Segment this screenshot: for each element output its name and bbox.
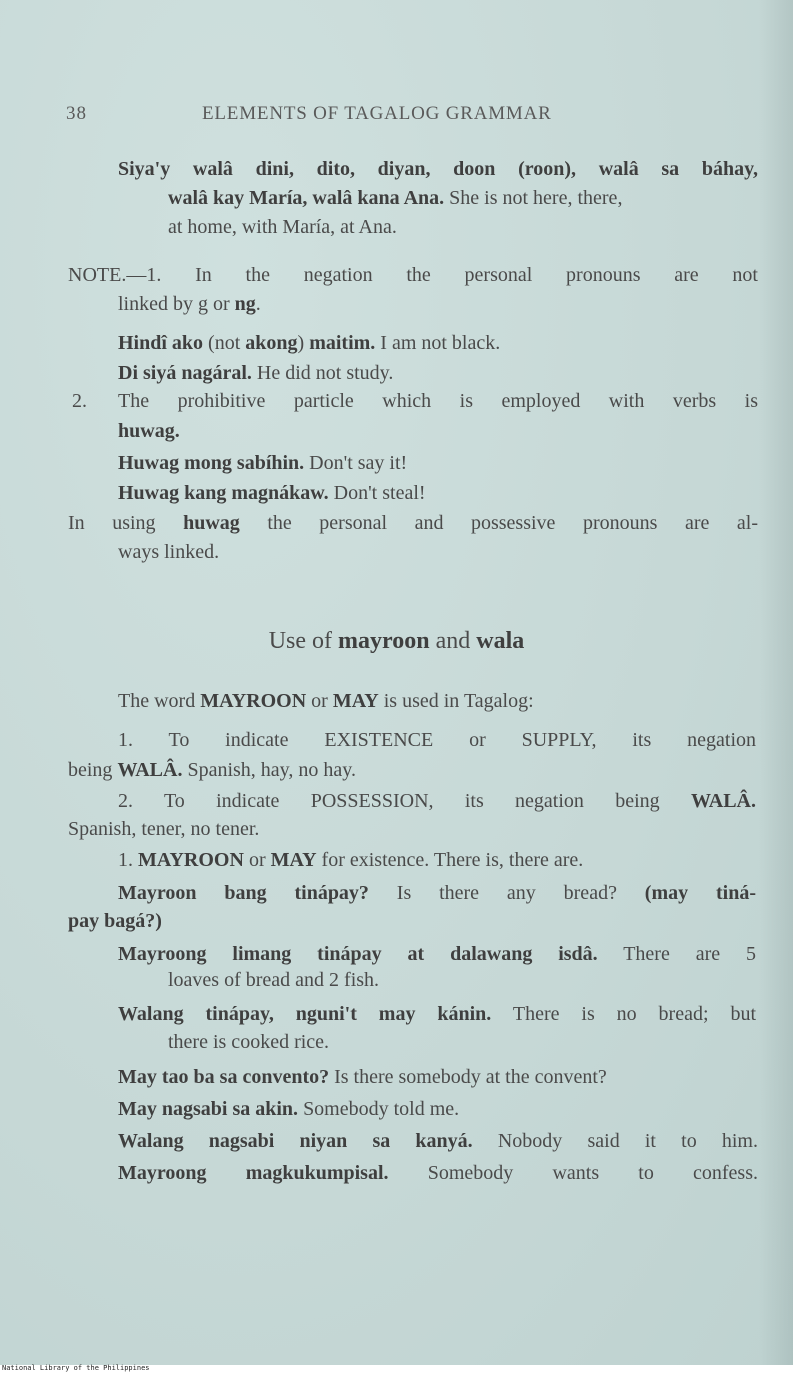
page-number: 38 [66,103,87,124]
tagalog-text: Mayroon bang tinápay? [118,882,369,904]
library-footer: National Library of the Philippines [2,1364,150,1372]
tagalog-text: Mayroong limang tinápay at dalawang isdâ. [118,943,598,965]
item1-line1: 1. To indicate EXISTENCE or SUPPLY, its negation [118,729,756,751]
tagalog-text: Siya'y walâ dini, dito, diyan, doon (roon), walâ sa báhay, [118,158,758,180]
example1-line1 [118,881,756,905]
example1-line2 [68,909,162,933]
example7-line [118,1161,758,1185]
translation-text: I am not black. [375,332,501,354]
bold-text: WALÂ. [117,759,183,781]
plain-text: being [68,759,118,781]
plain-text: Spanish, hay, no hay. [182,759,356,781]
translation-text: He did not study. [251,362,394,384]
bold-text: MAY [270,849,317,871]
tagalog-text: Di siyá nagáral. [118,362,252,384]
title-bold: wala [476,628,525,654]
bold-text: MAYROON [200,690,307,712]
plain-text: for existence. There is, there are. [316,849,584,871]
item2-line2: Spanish, tener, no tener. [68,818,260,840]
item1-line2 [68,758,356,782]
existence-line [118,848,583,872]
para1-line3: at home, with María, at Ana. [168,216,397,238]
translation-text: She is not here, there, [444,187,623,209]
plain-text: In using [68,512,184,534]
title-text: and [429,628,477,654]
para1-line2 [168,186,758,210]
tagalog-text: walâ kay María, walâ kana Ana. [168,187,445,209]
plain-text: or [243,849,271,871]
tagalog-text: (may tiná- [644,882,756,904]
para1-line1 [118,157,758,181]
tagalog-text: May nagsabi sa akin. [118,1098,299,1120]
note-para-line1 [68,511,758,535]
plain-text: The word [118,690,201,712]
plain-text: or [306,690,333,712]
translation-text: There are 5 [597,943,757,965]
translation-text: Is there any bread? [368,882,645,904]
translation-text: Somebody told me. [298,1098,460,1120]
plain-text: (not [203,332,246,354]
note2-number: 2. [72,390,87,412]
note-line1: NOTE.—1. In the negation the personal pronouns are not [68,264,758,286]
translation-text: Nobody said it to him. [472,1130,758,1152]
bold-text: MAYROON [138,849,244,871]
plain-text: 2. To indicate POSSESSION, its negation being [118,790,691,812]
note2-line2 [118,419,180,443]
tagalog-text: Huwag kang magnákaw. [118,482,329,504]
tagalog-text: huwag. [118,420,180,442]
bold-text: WALÂ. [690,790,756,812]
translation-text: There is no bread; but [491,1003,756,1025]
note-example1 [118,331,500,355]
example5-line [118,1097,459,1121]
running-title: ELEMENTS OF TAGALOG GRAMMAR [202,103,552,124]
page-edge-shadow [759,0,793,1365]
intro-line [118,689,534,713]
plain-text: the personal and possessive pronouns are al- [239,512,758,534]
example2-line2: loaves of bread and 2 fish. [168,969,380,991]
tagalog-text: pay bagá?) [68,910,162,932]
note-line2 [118,292,261,316]
example3-line2: there is cooked rice. [168,1031,330,1053]
example2-line1 [118,942,756,966]
bold-text: MAY [332,690,379,712]
note-example3 [118,451,407,475]
note-example4 [118,481,426,505]
translation-text: Somebody wants to confess. [388,1162,758,1184]
title-bold: mayroon [338,628,430,654]
note2-line1: The prohibitive particle which is employed with verbs is [118,390,758,412]
example3-line1 [118,1002,756,1026]
note-text: linked by g or [118,293,235,315]
tagalog-text: Walang nagsabi niyan sa kanyá. [118,1130,473,1152]
plain-text: is used in Tagalog: [378,690,534,712]
plain-text: 1. [118,849,138,871]
note-para-line2: ways linked. [118,541,220,563]
tagalog-text: Mayroong magkukumpisal. [118,1162,389,1184]
item2-line1 [118,789,756,813]
tagalog-text: Hindî ako [118,332,204,354]
note-example2 [118,361,393,385]
tagalog-text: Huwag mong sabíhin. [118,452,305,474]
section-title [0,628,793,655]
example6-line [118,1129,758,1153]
translation-text: Is there somebody at the convent? [329,1066,607,1088]
tagalog-text: akong [245,332,298,354]
plain-text: ) [297,332,310,354]
tagalog-text: May tao ba sa convento? [118,1066,330,1088]
note-bold: ng [234,293,256,315]
translation-text: Don't steal! [328,482,426,504]
tagalog-text: huwag [183,512,240,534]
tagalog-text: Walang tinápay, nguni't may kánin. [118,1003,492,1025]
tagalog-text: maitim. [309,332,376,354]
translation-text: Don't say it! [304,452,408,474]
title-text: Use of [268,628,339,654]
example4-line [118,1065,607,1089]
note-text: . [255,293,261,315]
